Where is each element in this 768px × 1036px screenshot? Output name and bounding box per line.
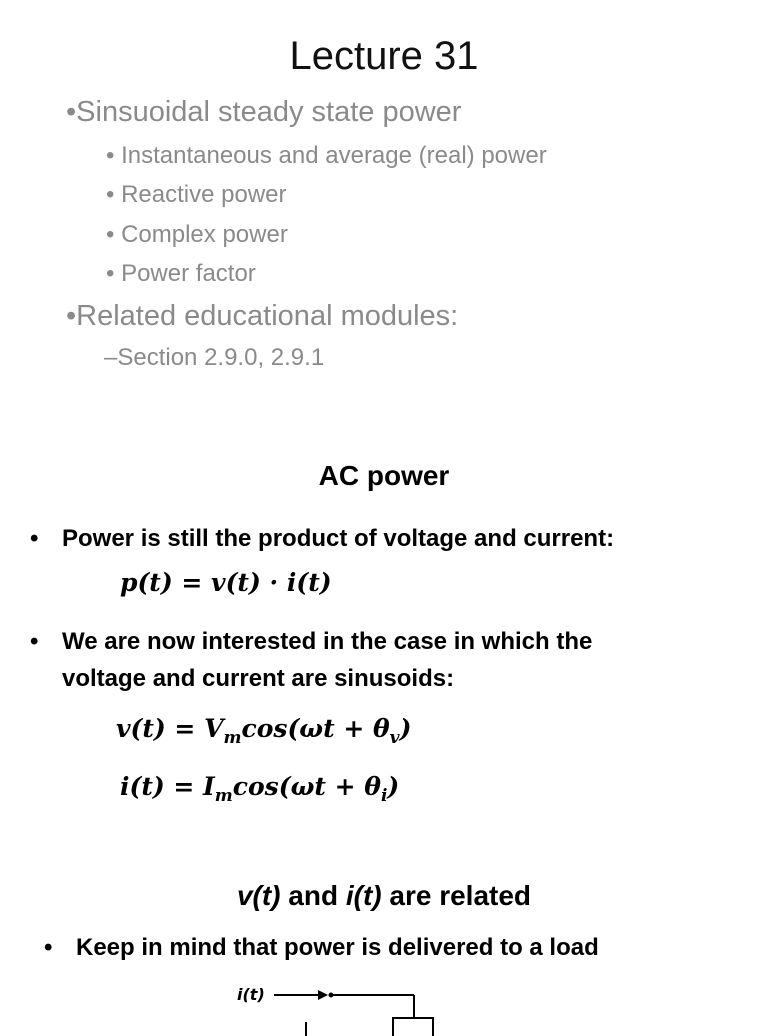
equation-voltage bbox=[116, 714, 411, 748]
load-box bbox=[393, 1018, 433, 1036]
bullet-power-delivered-text: Keep in mind that power is delivered to a load bbox=[76, 934, 599, 961]
equation-voltage-end: ) bbox=[399, 714, 412, 743]
equation-voltage-lhs: v(t) = V bbox=[116, 714, 224, 743]
bullet-dot: • bbox=[30, 525, 39, 552]
ac-power-title: AC power bbox=[318, 460, 450, 491]
current-arrow-head bbox=[318, 990, 328, 1000]
equation-current-lhs: i(t) = I bbox=[120, 772, 215, 801]
equation-voltage-sub-m: m bbox=[223, 728, 242, 748]
related-title bbox=[0, 880, 768, 912]
equation-current-mid: cos(ωt + θ bbox=[232, 772, 381, 801]
bullet-dot: • bbox=[44, 934, 53, 961]
section-reference: –Section 2.9.0, 2.9.1 bbox=[104, 344, 325, 371]
equation-current-end: ) bbox=[387, 772, 400, 801]
bullet-power-product-text: Power is still the product of voltage and current: bbox=[62, 525, 615, 552]
bullet-dot: • bbox=[106, 142, 115, 169]
slide-ac-power bbox=[0, 440, 768, 860]
sub-bullet-4 bbox=[106, 260, 256, 288]
equation-current-sub-i: i bbox=[380, 786, 388, 806]
equation-voltage-mid: cos(ωt + θ bbox=[241, 714, 390, 743]
sub-bullet-4-text: Power factor bbox=[121, 260, 256, 287]
sub-bullet-1 bbox=[106, 142, 547, 170]
slide-lecture-31 bbox=[0, 0, 768, 400]
sub-bullet-3 bbox=[106, 221, 288, 249]
title-rest: are related bbox=[381, 880, 532, 911]
sub-bullet-2 bbox=[106, 181, 287, 209]
equation-instantaneous-power: p(t) = v(t) · i(t) bbox=[120, 568, 332, 597]
main-bullet-1 bbox=[66, 96, 461, 129]
bullet-dot: • bbox=[106, 181, 115, 208]
lecture-title: Lecture 31 bbox=[289, 34, 479, 78]
equation-voltage-sub-v: v bbox=[389, 728, 400, 748]
bullet-dot: • bbox=[30, 628, 39, 655]
circuit-diagram bbox=[0, 976, 768, 1036]
main-bullet-2 bbox=[66, 300, 458, 333]
equation-current bbox=[120, 772, 399, 806]
equation-current-sub-m: m bbox=[214, 786, 233, 806]
sub-bullet-2-text: Reactive power bbox=[121, 181, 287, 208]
title-it: i(t) bbox=[345, 880, 382, 911]
title-and: and bbox=[280, 880, 346, 911]
bullet-dot: • bbox=[66, 300, 77, 332]
title-vt: v(t) bbox=[236, 880, 281, 911]
sub-bullet-3-text: Complex power bbox=[121, 221, 288, 248]
bullet-dot: • bbox=[66, 96, 77, 128]
main-bullet-1-text: Sinsuoidal steady state power bbox=[76, 96, 462, 128]
main-bullet-2-text: Related educational modules: bbox=[76, 300, 459, 332]
slide-vt-it-related bbox=[0, 860, 768, 1024]
sub-bullet-1-text: Instantaneous and average (real) power bbox=[121, 142, 547, 169]
circuit-current-label: i(t) bbox=[237, 985, 265, 1004]
bullet-sinusoids-text: We are now interested in the case in which the voltage and current are sinusoids: bbox=[62, 628, 593, 692]
bullet-dot: • bbox=[106, 260, 115, 287]
bullet-dot: • bbox=[106, 221, 115, 248]
